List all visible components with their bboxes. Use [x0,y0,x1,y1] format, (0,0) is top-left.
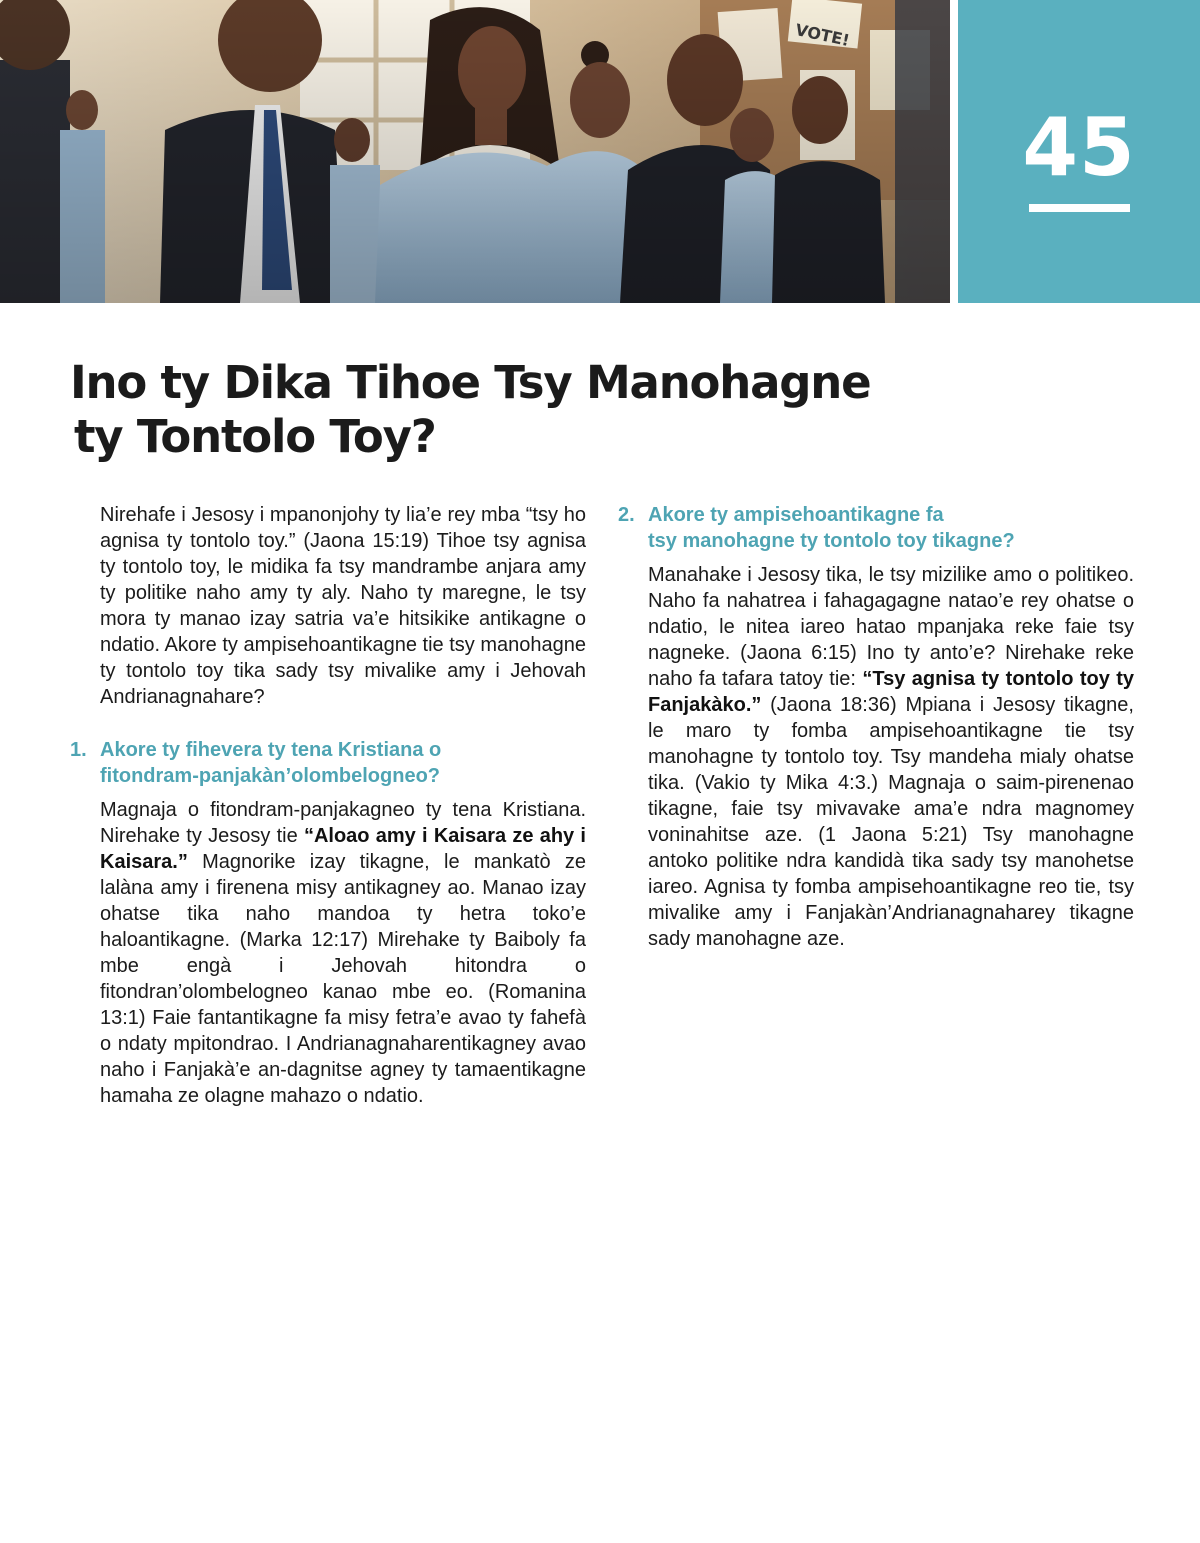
question-line-1: Akore ty ampisehoantikagne fa [648,504,944,526]
scripture-quote: “Tsy agnisa ty tontolo toy ty Fanjakàko.” [648,668,1135,716]
question-line-2: fitondram-panjakàn’olombelogneo? [100,765,441,787]
lesson-number-panel [958,0,1200,303]
answer-paragraph-2 [618,562,1134,952]
question-line-1: Akore ty fihevera ty tena Kristiana o [100,739,442,761]
classroom-illustration [0,0,950,303]
intro-paragraph: Nirehafe i Jesosy i mpanonjohy ty lia’e rey mba “tsy ho agnisa ty tontolo toy.” (Jaona 15:19) Tihoe tsy agnisa ty tontolo toy, le midika fa tsy mandrambe anjara amy ty politike naho amy ty aly. Naho ty maregne, le tsy mora ty manao izay satria va’e hitsikike antikagne o ndatio. Akore ty ampisehoantikagne tie tsy manohagne ty tontolo toy tika sady tsy mivalike amy i Jehovah Andrianagnahare? [100,504,586,708]
divider-bar [1029,204,1130,212]
title-line-2: ty Tontolo Toy? [74,410,436,463]
answer-text-before: Manahake i Jesosy tika, le tsy mizilike amo o politikeo. Naho fa nahatrea i fahagagagne natao’e rey ohatse o ndatio, le nitea iareo hatao mpanjaka reke faie tsy nagneke. (Jaona 6:15) Ino ty anto’e? Nirehake reke naho fa tafara tatoy tie: [648,564,1134,690]
question-1 [70,737,586,789]
right-column [618,502,1134,952]
question-line-2: tsy manohagne ty tontolo toy tikagne? [648,530,1015,552]
answer-text-before: Magnaja o fitondram-panjakagneo ty tena Kristiana. Nirehake ty Jesosy tie [100,799,586,847]
answer-text-after: (Jaona 18:36) Mpiana i Jesosy tikagne, le maro ty fomba ampisehoantikagne tie tsy manohagne ty tontolo toy. Tsy mandeha mialy ohatse tika. (Vakio ty Mika 4:3.) Magnaja o saim-pirenenao tikagne, faie tsy mivavake ama’e ndra magnomey voninahitse aze. (1 Jaona 5:21) Tsy manohagne antoko politike ndra kandidà tika sady tsy manohetse iareo. Agnisa ty fomba ampisehoantikagne reo tie, tsy mivalike amy i Fanjakàn’Andrianagnaharey tikagne sady manohagne aze. [648,694,1134,950]
question-number: 1. [70,739,87,761]
question-2 [618,502,1134,554]
question-number: 2. [618,504,635,526]
answer-paragraph-1 [70,797,586,1109]
page-title [70,356,970,464]
lesson-number: 45 [1022,101,1136,194]
title-line-1: Ino ty Dika Tihoe Tsy Manohagne [70,356,871,409]
header-photo [0,0,950,303]
answer-text-after: Magnorike izay tikagne, le mankatò ze lalàna amy i firenena misy antikagney ao. Manao izay ohatse tika naho mandoa ty hetra toko’e haloantikagne. (Marka 12:17) Mirehake ty Baiboly fa mbe engà i Jehovah hitondra o fitondran’olombelogneo kanao mbe eo. (Romanina 13:1) Faie fantantikagne fa misy fetra’e avao ty fahefà o ndaty mpitondrao. I Andrianagnaharentikagney avao naho i Fanjakà’e an-dagnitse agney ty tamaentikagne hamaha ze olagne mahazo o ndatio. [100,851,586,1107]
scripture-quote: “Aloao amy i Kaisara ze ahy i Kaisara.” [100,825,586,873]
left-column [70,502,586,1109]
